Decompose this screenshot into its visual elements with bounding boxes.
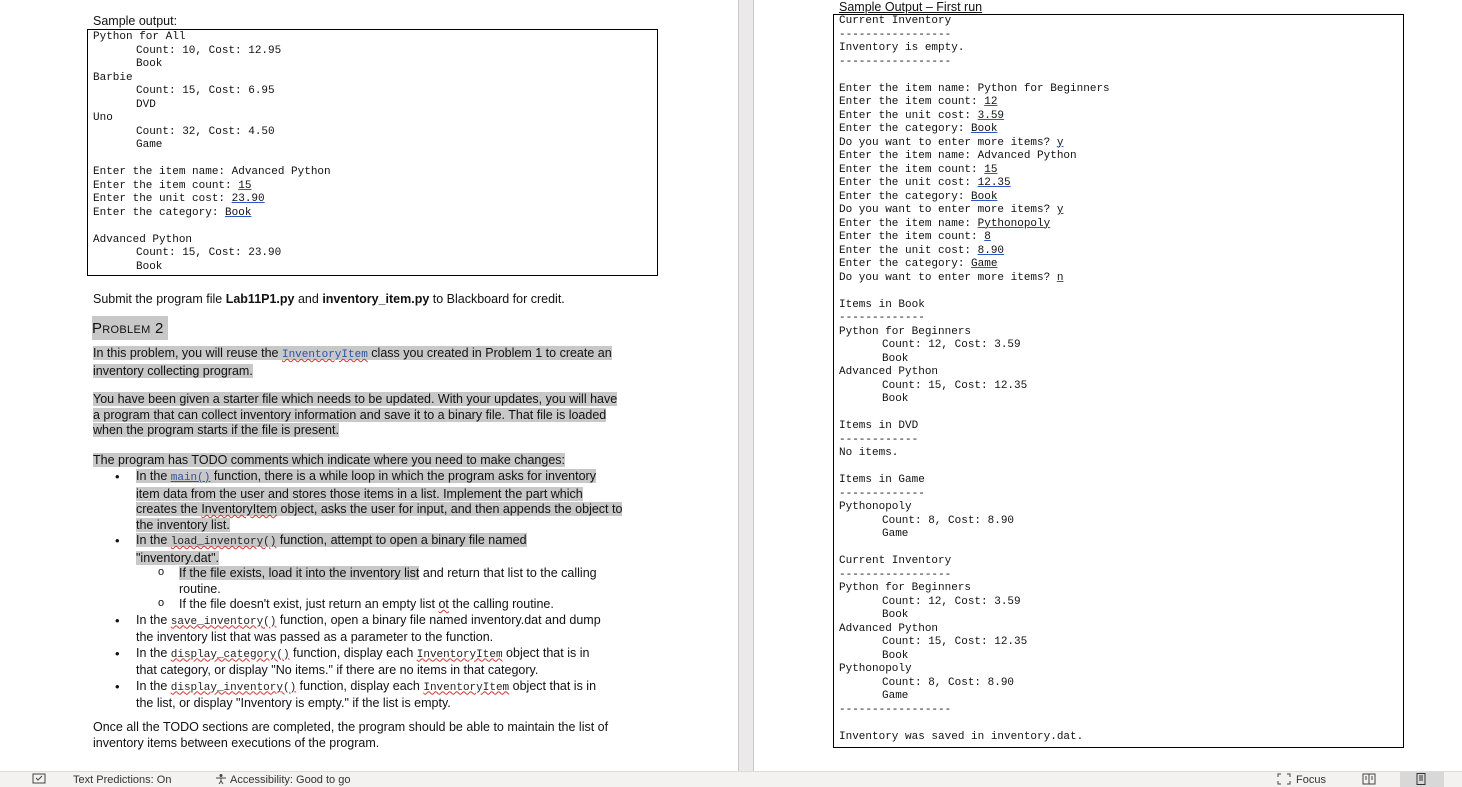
output-line: Enter the unit cost: 23.90	[93, 193, 265, 205]
output-line: No items.	[839, 447, 899, 459]
output-line: -----------------	[839, 28, 952, 41]
output-line: -----------------	[839, 703, 952, 716]
output-line: Book	[882, 649, 909, 662]
list-item: • In the display_inventory() function, display each InventoryItem object that is in the list, or display "Inventory is empty." if the list is empty.	[93, 679, 693, 712]
output-line: Barbie	[93, 71, 133, 84]
output-line: Enter the category: Game	[839, 258, 998, 270]
sample-output-caption: Sample output:	[93, 14, 178, 28]
output-line	[93, 153, 657, 167]
output-line: Count: 15, Cost: 12.35	[882, 636, 1028, 648]
output-line: Do you want to enter more items? y	[839, 136, 1064, 149]
print-layout-icon	[1414, 773, 1428, 785]
output-line: Book	[882, 352, 909, 365]
output-line: Game	[136, 139, 163, 151]
output-line	[839, 285, 1403, 299]
output-line: Count: 12, Cost: 3.59	[882, 339, 1021, 351]
list-item: • In the save_inventory() function, open a binary file named inventory.dat and dump the inventory list that was passed as a parameter to the function.	[93, 613, 693, 646]
output-line: Count: 10, Cost: 12.95	[136, 44, 282, 57]
output-line: Items in Book	[839, 298, 925, 311]
output-line: Book	[136, 260, 163, 273]
output-line: Do you want to enter more items? n	[839, 271, 1064, 284]
output-line: Enter the item name: Advanced Python	[93, 166, 331, 178]
output-line: Python for Beginners	[839, 582, 972, 594]
output-line: Do you want to enter more items? y	[839, 204, 1064, 216]
list-item: • In the display_category() function, display each InventoryItem object that is in that category, or display "No items." if there are no items in that category.	[93, 646, 693, 679]
output-line: Uno	[93, 112, 113, 124]
print-layout-button[interactable]	[1400, 772, 1444, 787]
output-line: Count: 8, Cost: 8.90	[882, 676, 1015, 689]
output-line	[839, 717, 1403, 731]
output-line	[839, 461, 1403, 475]
output-line: Game	[882, 528, 909, 540]
output-line: Items in DVD	[839, 420, 919, 432]
output-line: ------------	[839, 433, 919, 446]
output-line	[839, 407, 1403, 421]
output-line: Count: 15, Cost: 12.35	[882, 379, 1028, 392]
output-line: Count: 15, Cost: 6.95	[136, 85, 275, 97]
output-line: -----------------	[839, 55, 952, 68]
document-page-right	[754, 0, 1462, 771]
output-line: Count: 8, Cost: 8.90	[882, 514, 1015, 527]
output-line: Advanced Python	[839, 366, 939, 378]
submit-paragraph: Submit the program file Lab11P1.py and inventory_item.py to Blackboard for credit.	[93, 292, 565, 306]
output-line: Advanced Python	[93, 233, 193, 246]
output-line: Enter the item count: 8	[839, 231, 991, 243]
list-item: o If the file exists, load it into the inventory list and return that list to the calling routine.	[136, 566, 693, 597]
output-line: Game	[882, 690, 909, 702]
starter-file-paragraph: You have been given a starter file which needs to be updated. With your updates, you will have a program that can collect inventory information and save it to a binary file. That file is loaded when the program starts if the file is present.	[93, 392, 618, 437]
page-divider	[738, 0, 739, 771]
sample-output-box	[87, 29, 658, 276]
list-item: • In the main() function, there is a while loop in which the program asks for inventory item data from the user and stores those items in a list. Implement the part which creates the InventoryItem object, asks the user for input, and then appends the object to the inventory list.	[93, 469, 693, 533]
focus-icon	[1277, 773, 1291, 785]
output-line: Enter the item name: Pythonopoly	[839, 217, 1051, 230]
output-line	[93, 220, 657, 234]
output-line: -------------	[839, 487, 925, 500]
output-line: Current Inventory	[839, 15, 952, 27]
output-line: Enter the unit cost: 3.59	[839, 109, 1005, 122]
output-line: Inventory was saved in inventory.dat.	[839, 730, 1084, 743]
output-line: Enter the item count: 12	[839, 96, 998, 108]
output-line: Enter the category: Book	[839, 190, 998, 203]
closing-paragraph: Once all the TODO sections are completed, the program should be able to maintain the list of inventory items between executions of the program.	[93, 720, 609, 750]
output-line: -----------------	[839, 568, 952, 581]
output-line: Enter the item count: 15	[839, 163, 998, 176]
todo-list	[93, 469, 693, 712]
output-line: Enter the item name: Advanced Python	[839, 150, 1077, 162]
document-page-left	[0, 0, 738, 771]
output-line: Current Inventory	[839, 555, 952, 567]
output-line: Book	[136, 58, 163, 70]
output-line: Book	[882, 609, 909, 621]
output-line	[839, 69, 1403, 83]
intro-paragraph: In this problem, you will reuse the InventoryItem class you created in Problem 1 to create an inventory collecting program.	[93, 346, 612, 378]
first-run-output-box	[833, 14, 1404, 748]
output-line: Enter the item name: Python for Beginners	[839, 82, 1110, 95]
output-line: Count: 12, Cost: 3.59	[882, 595, 1021, 608]
proofing-icon[interactable]	[32, 773, 46, 785]
todo-paragraph: The program has TODO comments which indicate where you need to make changes:	[93, 453, 565, 467]
output-line: DVD	[136, 98, 156, 111]
output-line: Book	[882, 393, 909, 405]
problem-2-heading: Problem 2	[92, 316, 168, 340]
output-line: -------------	[839, 312, 925, 324]
output-line	[839, 542, 1403, 556]
read-mode-icon[interactable]	[1362, 773, 1376, 785]
status-bar	[0, 771, 1462, 787]
accessibility-status[interactable]: Accessibility: Good to go	[230, 774, 351, 786]
list-item: • In the load_inventory() function, attempt to open a binary file named "inventory.dat". o If the file exists, load it into the inventory list and return that list to the calling routine. o If the file doesn't exist, just return an empty list ot the calling routine.	[93, 533, 693, 613]
output-line: Enter the category: Book	[93, 206, 252, 219]
output-line: Pythonopoly	[839, 663, 912, 675]
output-line: Items in Game	[839, 474, 925, 486]
list-item: o If the file doesn't exist, just return an empty list ot the calling routine.	[136, 597, 693, 613]
output-line: Enter the category: Book	[839, 123, 998, 135]
output-line: Enter the unit cost: 12.35	[839, 177, 1011, 189]
output-line: Advanced Python	[839, 622, 939, 635]
output-line: Python for All	[93, 31, 186, 43]
output-line: Count: 32, Cost: 4.50	[136, 125, 275, 138]
output-line: Inventory is empty.	[839, 42, 965, 54]
output-line: Enter the item count: 15	[93, 179, 252, 192]
output-line: Pythonopoly	[839, 501, 912, 513]
output-line: Count: 15, Cost: 23.90	[136, 247, 282, 259]
output-line: Enter the unit cost: 8.90	[839, 244, 1005, 257]
text-predictions-status[interactable]: Text Predictions: On	[73, 774, 172, 786]
first-run-caption: Sample Output – First run	[839, 0, 983, 14]
accessibility-icon	[214, 773, 228, 785]
output-line: Python for Beginners	[839, 325, 972, 338]
focus-button[interactable]: Focus	[1296, 774, 1326, 786]
